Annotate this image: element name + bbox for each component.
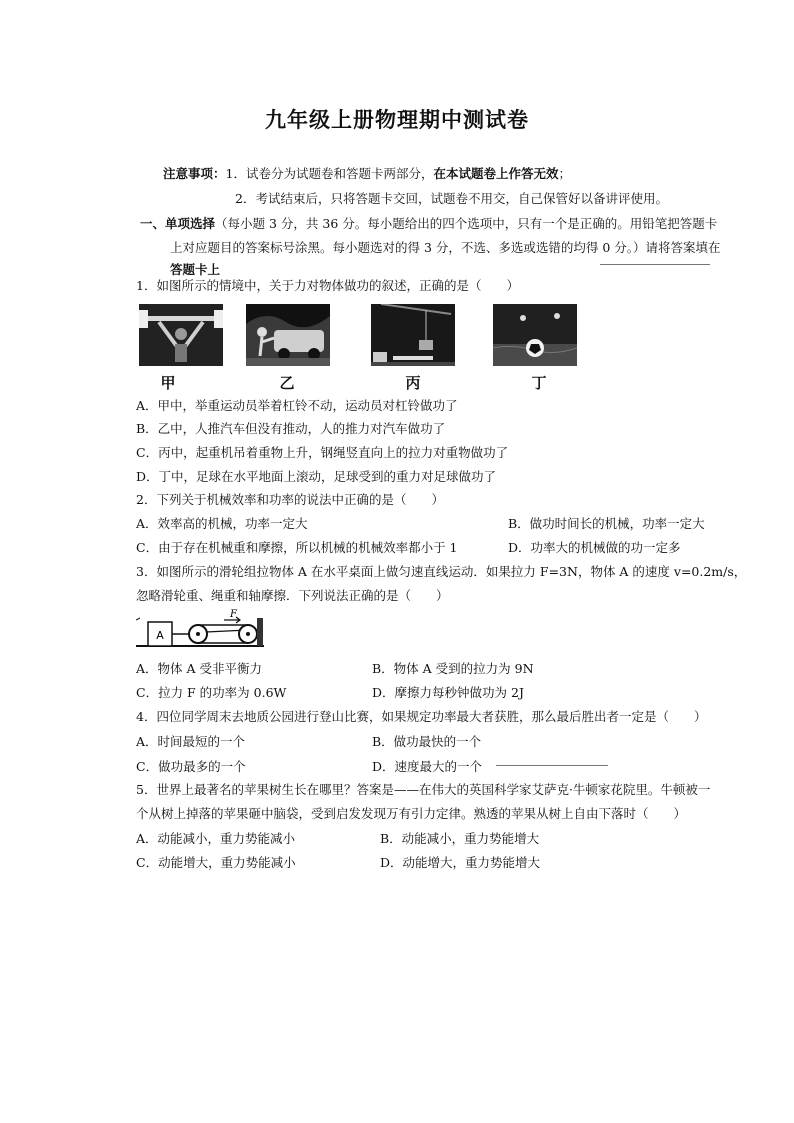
q1-stem: 1．如图所示的情境中，关于力对物体做功的叙述，正确的是（ ） [136, 278, 519, 293]
q1-caption-ding: 丁 [531, 374, 547, 392]
q5-stem-line-1: 5．世界上最著名的苹果树生长在哪里？答案是——在伟大的英国科学家艾萨克·牛顿家花院里。牛顿被一 [136, 782, 711, 797]
push-car-illustration [246, 304, 330, 366]
q1-option-d: D．丁中，足球在水平地面上滚动，足球受到的重力对足球做功了 [136, 469, 497, 484]
q1-caption-bing: 丙 [405, 374, 421, 392]
notice-label: 注意事项： [163, 166, 226, 181]
scan-smudge [600, 264, 710, 265]
section-1-intro [140, 216, 717, 232]
section-1-desc-line-3: 答题卡上 [170, 262, 221, 277]
q1-caption-yi: 乙 [279, 374, 295, 392]
q1-option-b: B．乙中，人推汽车但没有推动，人的推力对汽车做功了 [136, 421, 446, 436]
q5-option-d: D．动能增大，重力势能增大 [380, 855, 541, 870]
crane-illustration [371, 304, 455, 366]
scan-smudge [496, 765, 608, 766]
q4-option-d: D．速度最大的一个 [372, 759, 483, 774]
q3-pulley-figure [136, 608, 264, 654]
notice-item-1-end: ； [558, 166, 572, 181]
q1-caption-jia: 甲 [160, 374, 176, 392]
q5-stem-line-2: 个从树上掉落的苹果砸中脑袋，受到启发发现万有引力定律。熟透的苹果从树上自由下落时（ ） [136, 806, 687, 821]
q4-option-b: B．做功最快的一个 [372, 734, 482, 749]
notice-item-1 [163, 166, 571, 182]
q3-option-b: B．物体 A 受到的拉力为 9N [372, 661, 534, 676]
section-1-desc-line-2: 上对应题目的答案标号涂黑。每小题选对的得 3 分，不选、多选或选错的均得 0 分。）请将答案填在 [170, 240, 721, 255]
notice-emphasis: 在本试题卷上作答无效 [433, 166, 559, 181]
q3-stem-line-1: 3．如图所示的滑轮组拉物体 A 在水平桌面上做匀速直线运动．如果拉力 F=3N，物体 A 的速度 v=0.2m/s， [136, 564, 747, 579]
q4-option-c: C．做功最多的一个 [136, 759, 246, 774]
q1-photo-push-car [246, 304, 330, 366]
q3-block-label: A [156, 629, 164, 642]
q3-option-c: C．拉力 F 的功率为 0.6W [136, 685, 287, 700]
notice-item-2: 2．考试结束后，只将答题卡交回，试题卷不用交，自己保管好以备讲评使用。 [235, 191, 668, 206]
q1-option-c: C．丙中，起重机吊着重物上升，钢绳竖直向上的拉力对重物做功了 [136, 445, 509, 460]
q3-force-label: F [230, 609, 237, 620]
section-1-desc-line-1: （每小题 3 分，共 36 分。每小题给出的四个选项中，只有一个是正确的。用铅笔把答题卡 [215, 216, 718, 231]
q1-photo-football [493, 304, 577, 366]
notice-item-1-text: 1．试卷分为试题卷和答题卡两部分， [225, 166, 434, 181]
q3-stem-line-2: 忽略滑轮重、绳重和轴摩擦．下列说法正确的是（ ） [136, 588, 449, 603]
football-illustration [493, 304, 577, 366]
page-title: 九年级上册物理期中测试卷 [265, 107, 529, 132]
q2-option-c: C．由于存在机械重和摩擦，所以机械的机械效率都小于 1 [136, 540, 458, 555]
q4-stem: 4．四位同学周末去地质公园进行登山比赛，如果规定功率最大者获胜，那么最后胜出者一定是（ ） [136, 709, 707, 724]
q5-option-a: A．动能减小，重力势能减小 [136, 831, 296, 846]
q4-option-a: A．时间最短的一个 [136, 734, 246, 749]
q2-option-b: B．做功时间长的机械，功率一定大 [508, 516, 705, 531]
q5-option-b: B．动能减小，重力势能增大 [380, 831, 540, 846]
weightlifter-illustration [139, 304, 223, 366]
q2-option-d: D．功率大的机械做的功一定多 [508, 540, 681, 555]
q1-photo-weightlifter [139, 304, 223, 366]
q2-option-a: A．效率高的机械，功率一定大 [136, 516, 308, 531]
q5-option-c: C．动能增大，重力势能减小 [136, 855, 296, 870]
q3-option-a: A．物体 A 受非平衡力 [136, 661, 263, 676]
q2-stem: 2．下列关于机械效率和功率的说法中正确的是（ ） [136, 492, 444, 507]
q1-photo-crane [371, 304, 455, 366]
section-1-heading: 一、单项选择 [140, 216, 216, 231]
q3-option-d: D．摩擦力每秒钟做功为 2J [372, 685, 524, 700]
q1-option-a: A．甲中，举重运动员举着杠铃不动，运动员对杠铃做功了 [136, 398, 458, 413]
